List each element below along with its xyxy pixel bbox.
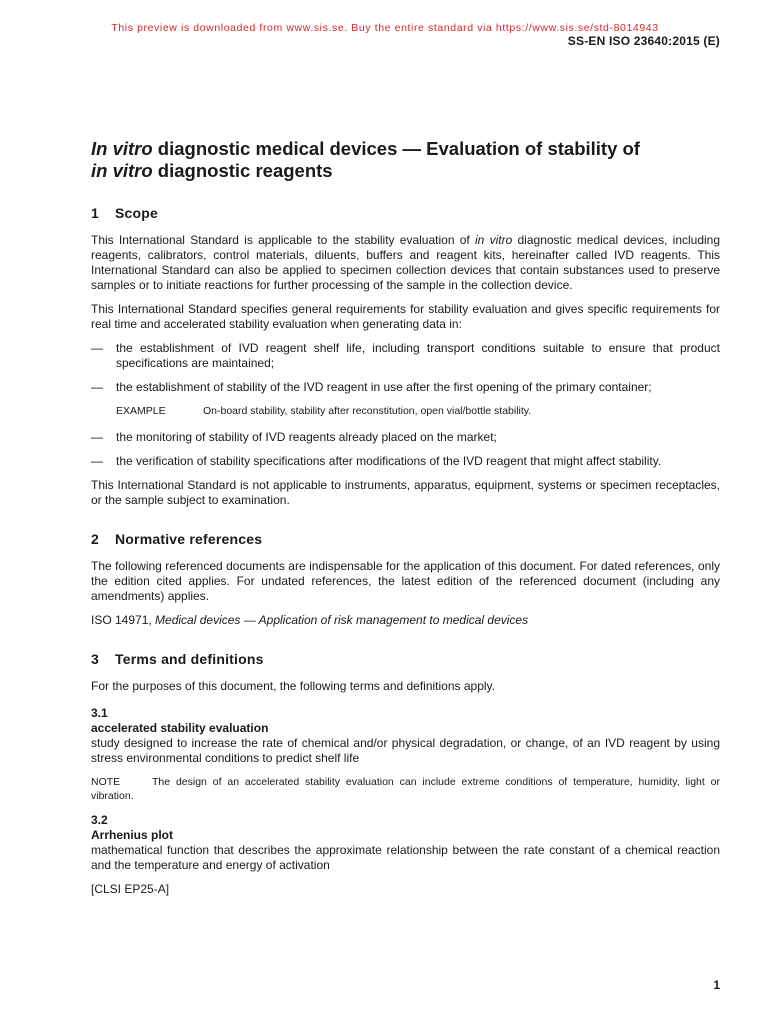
note-block	[91, 775, 720, 803]
reference-code: ISO 14971	[91, 613, 149, 627]
term-name: Arrhenius plot	[91, 828, 174, 842]
section-title: Scope	[115, 205, 159, 221]
list-dash: —	[91, 341, 103, 355]
section-number: 1	[91, 205, 99, 221]
list-item-text: the establishment of stability of the IVD reagent in use after the first opening of the primary container;	[116, 380, 652, 394]
list-item	[91, 341, 720, 371]
example-label: EXAMPLE	[116, 405, 166, 417]
preview-banner[interactable]: This preview is downloaded from www.sis.se. Buy the entire standard via https://www.sis.se/std-8014943	[111, 22, 659, 34]
section-number: 2	[91, 531, 99, 547]
term-definition: mathematical function that describes the approximate relationship between the rate constant of a chemical reaction and the temperature and energy of activation	[91, 843, 720, 872]
terms-intro: For the purposes of this document, the following terms and definitions apply.	[91, 679, 495, 693]
term-definition: study designed to increase the rate of chemical and/or physical degradation, or change, of an IVD reagent by using stress environmental conditions to predict shelf life	[91, 736, 720, 765]
title-italic-1: In vitro	[91, 138, 153, 159]
term-number: 3.1	[91, 706, 108, 720]
section-title: Terms and definitions	[115, 651, 264, 667]
note-text: The design of an accelerated stability evaluation can include extreme conditions of temperature, humidity, light or vibration.	[91, 776, 720, 802]
term-name: accelerated stability evaluation	[91, 721, 269, 735]
page-number: 1	[713, 978, 720, 992]
term-source: [CLSI EP25-A]	[91, 882, 170, 896]
example-text: On-board stability, stability after reconstitution, open vial/bottle stability.	[203, 405, 532, 417]
list-item-text: the monitoring of stability of IVD reagents already placed on the market;	[116, 430, 497, 444]
note-label: NOTE	[91, 776, 121, 788]
example-block	[116, 404, 720, 419]
document-identifier: SS-EN ISO 23640:2015 (E)	[567, 34, 720, 48]
scope-paragraph-3: This International Standard is not applicable to instruments, apparatus, equipment, systems or specimen receptacles, or the sample subject to examination.	[91, 478, 720, 507]
document-body	[91, 138, 720, 906]
text-run: ,	[148, 613, 156, 627]
normative-reference	[91, 613, 720, 628]
list-dash: —	[91, 380, 103, 394]
list-item	[91, 454, 720, 469]
scope-paragraph-1	[91, 233, 720, 293]
scope-paragraph-2: This International Standard specifies general requirements for stability evaluation and gives specific requirements for real time and accelerated stability evaluation when generating data in:	[91, 302, 720, 331]
section-heading-scope	[91, 206, 720, 221]
title-italic-2: in vitro	[91, 160, 153, 181]
title-text-2: diagnostic reagents	[152, 160, 333, 181]
italic-run: in vitro	[475, 233, 513, 247]
list-item	[91, 380, 720, 395]
section-number: 3	[91, 651, 99, 667]
section-heading-normative-references	[91, 532, 720, 547]
term-number: 3.2	[91, 813, 108, 827]
section-heading-terms	[91, 652, 720, 667]
document-title	[91, 138, 720, 182]
list-item-text: the verification of stability specifications after modifications of the IVD reagent that might affect stability.	[116, 454, 662, 468]
normative-paragraph: The following referenced documents are indispensable for the application of this document. For dated references, only the edition cited applies. For undated references, the latest edition of the referenced document (including any amendments) applies.	[91, 559, 720, 603]
text-run: diagnostic medical devices, including reagents, calibrators, control materials, diluents, buffers and reagent kits, hereinafter called IVD reagents. This International Standard can also be applied to specimen collection devices that contain substances used to preserve samples or to initiate reactions for further processing of the sample in the collection device.	[91, 233, 721, 292]
title-text-1: diagnostic medical devices — Evaluation of stability of	[152, 138, 640, 159]
section-title: Normative references	[115, 531, 263, 547]
text-run: This International Standard is applicable to the stability evaluation of	[91, 233, 475, 247]
reference-title: Medical devices — Application of risk management to medical devices	[155, 613, 529, 627]
list-dash: —	[91, 454, 103, 468]
list-item-text: the establishment of IVD reagent shelf life, including transport conditions suitable to ensure that product specifications are maintained;	[116, 341, 720, 370]
list-dash: —	[91, 430, 103, 444]
list-item	[91, 430, 720, 445]
